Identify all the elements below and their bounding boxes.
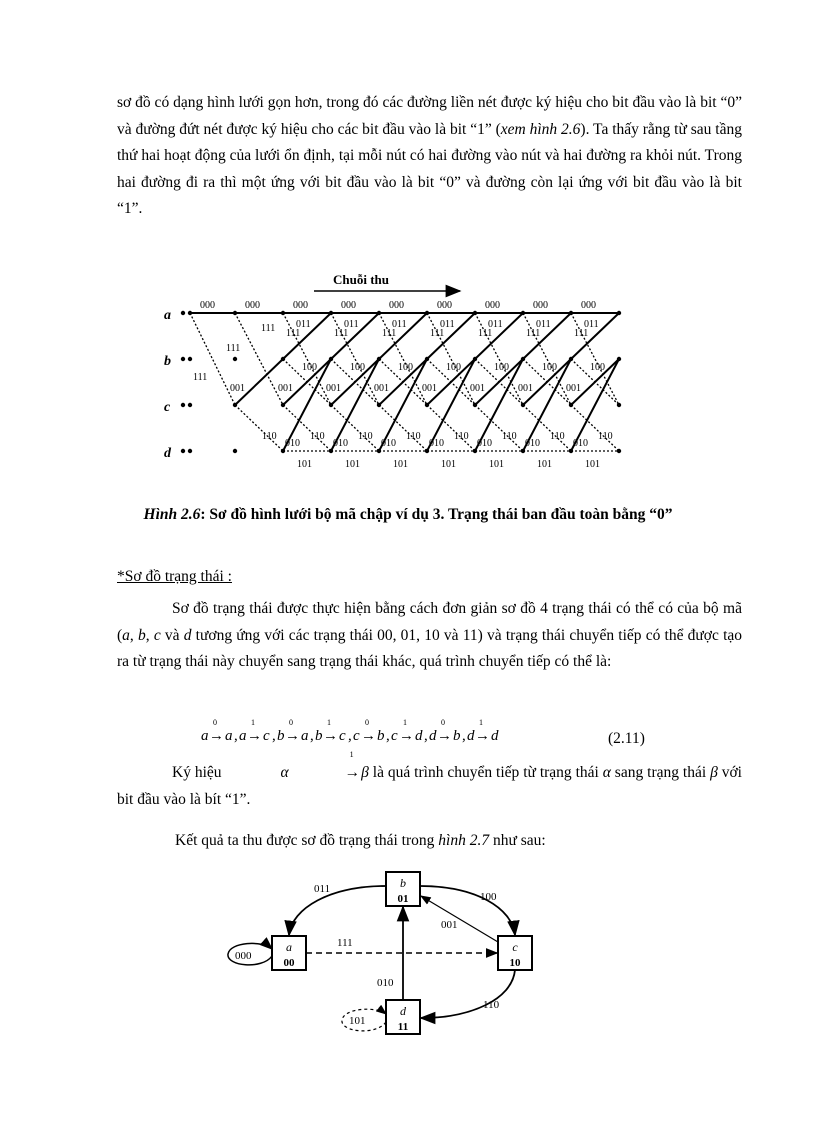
label-001: 001	[374, 383, 389, 394]
state-b-name: b	[400, 876, 406, 890]
trellis-node	[188, 449, 192, 453]
trellis-node	[329, 357, 333, 361]
label-011: 011	[392, 319, 407, 330]
trellis-node	[188, 357, 192, 361]
label-110: 110	[406, 431, 421, 442]
label-100: 100	[350, 362, 365, 373]
state-a-name: a	[286, 940, 292, 954]
trellis-diagram	[0, 260, 816, 480]
label-100: 100	[494, 362, 509, 373]
trellis-node	[425, 311, 429, 315]
text-run: sang trạng thái	[610, 764, 711, 781]
trellis-node	[425, 403, 429, 407]
trellis-node-initial	[181, 311, 185, 315]
eq-to-state: a	[225, 728, 233, 744]
trellis-edge-c-d	[235, 405, 283, 451]
eq-from-state: c	[391, 728, 398, 744]
trellis-node-initial	[181, 357, 185, 361]
trellis-node	[329, 403, 333, 407]
trellis-node	[569, 449, 573, 453]
trellis-node	[617, 311, 621, 315]
caption-label: Hình 2.6	[143, 506, 201, 523]
eq-arrow-icon: →	[475, 728, 490, 744]
label-110: 110	[262, 431, 277, 442]
label-010: 010	[333, 438, 348, 449]
trellis-title: Chuỗi thu	[333, 272, 389, 287]
paragraph-notation	[117, 750, 742, 813]
edge-b-to-a	[289, 886, 386, 935]
paragraph-result	[175, 828, 755, 855]
text-run: là quá trình chuyển tiếp từ trạng thái	[368, 764, 603, 781]
state-a-code: 00	[283, 957, 295, 969]
eq-from-state: c	[353, 728, 360, 744]
label-000: 000	[293, 300, 308, 311]
eq-to-state: c	[263, 728, 270, 744]
equation-number: (2.11)	[608, 730, 645, 747]
trellis-node	[281, 449, 285, 453]
trellis-node	[617, 357, 621, 361]
label-101: 101	[537, 459, 552, 470]
label-010: 010	[525, 438, 540, 449]
equation-transitions	[195, 714, 575, 748]
eq-from-state: a	[201, 728, 209, 744]
arrow-with-bit	[289, 750, 362, 787]
section-heading: *Sơ đồ trạng thái :	[117, 568, 232, 585]
eq-arrow-icon: →	[361, 728, 376, 744]
label-011: 011	[440, 319, 455, 330]
state-d-code: 11	[397, 1021, 409, 1033]
edge-label-db: 010	[377, 977, 394, 989]
trellis-node	[377, 403, 381, 407]
trellis-node	[233, 357, 237, 361]
label-100: 100	[302, 362, 317, 373]
trellis-node-initial	[181, 403, 185, 407]
trellis-node-initial	[181, 449, 185, 453]
label-101: 101	[489, 459, 504, 470]
eq-to-state: b	[377, 728, 385, 744]
eq-comma: ,	[234, 728, 238, 744]
label-010: 010	[573, 438, 588, 449]
trellis-node	[569, 403, 573, 407]
eq-comma: ,	[424, 728, 428, 744]
trellis-node	[473, 449, 477, 453]
eq-input-bit: 1	[403, 718, 407, 727]
beta-symbol: β	[710, 764, 718, 781]
label-111: 111	[334, 328, 349, 339]
label-111: 111	[193, 372, 208, 383]
eq-from-state: a	[239, 728, 247, 744]
label-110: 110	[454, 431, 469, 442]
trellis-node	[425, 449, 429, 453]
paragraph-state-diagram	[117, 596, 742, 676]
label-101: 101	[585, 459, 600, 470]
label-110: 110	[550, 431, 565, 442]
eq-comma: ,	[462, 728, 466, 744]
label-111: 111	[574, 328, 589, 339]
label-000: 000	[341, 300, 356, 311]
label-000: 000	[200, 300, 215, 311]
eq-from-state: d	[429, 728, 437, 744]
label-111: 111	[430, 328, 445, 339]
label-111: 111	[286, 328, 301, 339]
trellis-node	[188, 403, 192, 407]
label-110: 110	[502, 431, 517, 442]
label-010: 010	[477, 438, 492, 449]
trellis-node	[473, 311, 477, 315]
eq-from-state: d	[467, 728, 475, 744]
label-101: 101	[345, 459, 360, 470]
text-run: và	[160, 626, 184, 644]
label-101: 101	[393, 459, 408, 470]
trellis-node	[521, 311, 525, 315]
state-diagram	[0, 860, 816, 1050]
paragraph-trellis-intro	[117, 90, 742, 223]
trellis-node	[473, 403, 477, 407]
label-011: 011	[344, 319, 359, 330]
text-run: Ký hiệu	[172, 764, 226, 781]
text-run: như sau:	[489, 832, 546, 849]
eq-arrow-icon: →	[399, 728, 414, 744]
trellis-edge-c-b	[235, 359, 283, 405]
eq-input-bit: 1	[251, 718, 255, 727]
figure-caption	[0, 506, 816, 524]
eq-arrow-icon: →	[323, 728, 338, 744]
eq-from-state: b	[277, 728, 285, 744]
label-110: 110	[310, 431, 325, 442]
trellis-node	[281, 311, 285, 315]
state-d-ref: d	[183, 626, 192, 644]
edge-c-to-d	[421, 970, 515, 1018]
eq-comma: ,	[310, 728, 314, 744]
label-001: 001	[566, 383, 581, 394]
state-label-b: b	[164, 354, 171, 369]
trellis-node	[569, 311, 573, 315]
state-c-name: c	[512, 940, 518, 954]
trellis-node	[233, 403, 237, 407]
eq-arrow-icon: →	[285, 728, 300, 744]
eq-comma: ,	[348, 728, 352, 744]
edge-label-bc: 100	[480, 891, 497, 903]
label-010: 010	[285, 438, 300, 449]
edge-b-to-c	[420, 886, 515, 935]
trellis-node	[617, 403, 621, 407]
label-001: 001	[326, 383, 341, 394]
beta-symbol: β	[361, 764, 369, 781]
label-001: 001	[518, 383, 533, 394]
label-111: 111	[478, 328, 493, 339]
label-111: 111	[382, 328, 397, 339]
label-100: 100	[590, 362, 605, 373]
eq-input-bit: 0	[365, 718, 369, 727]
label-100: 100	[542, 362, 557, 373]
text-run: Sơ đồ trạng thái được thực hiện bằng cách đơn giản sơ đồ 4 trạng thái có thể có của bộ mã (	[117, 600, 742, 644]
label-000: 000	[581, 300, 596, 311]
label-000: 000	[245, 300, 260, 311]
label-000: 000	[437, 300, 452, 311]
state-c-ref: c	[153, 626, 161, 644]
trellis-edge-a-c	[190, 313, 235, 405]
label-011: 011	[296, 319, 311, 330]
alpha-symbol: α	[280, 764, 289, 781]
label-011: 011	[584, 319, 599, 330]
trellis-node	[329, 311, 333, 315]
bit-label: 1	[349, 750, 354, 759]
text-run: với bit đầu vào là bít “1”.	[117, 764, 742, 808]
eq-comma: ,	[272, 728, 276, 744]
trellis-node	[281, 357, 285, 361]
eq-comma: ,	[386, 728, 390, 744]
figure-reference: hình 2.7	[438, 832, 490, 849]
edge-label-cb: 001	[441, 919, 458, 931]
eq-arrow-icon: →	[209, 728, 224, 744]
state-label-a: a	[164, 308, 171, 323]
label-100: 100	[446, 362, 461, 373]
text-run: ,	[145, 626, 154, 644]
edge-label-cd: 110	[483, 999, 500, 1011]
text-run: ,	[129, 626, 138, 644]
label-001: 001	[230, 383, 245, 394]
label-000: 000	[389, 300, 404, 311]
eq-to-state: d	[491, 728, 499, 744]
eq-input-bit: 1	[479, 718, 483, 727]
state-b-ref: b	[138, 626, 146, 644]
trellis-node	[281, 403, 285, 407]
text-run: ). Ta thấy rằng từ sau tầng thứ hai hoạt động của lưới ổn định, tại mỗi nút có hai đường vào nút và hai đường ra khỏi nút. Trong hai đường đi ra thì một ứng với bit đầu vào là bit “0” và đường còn lại ứng với bit đầu vào là bit “1”.	[117, 120, 742, 217]
trellis-node	[617, 449, 621, 453]
label-001: 001	[422, 383, 437, 394]
label-010: 010	[429, 438, 444, 449]
trellis-node	[377, 357, 381, 361]
label-001: 001	[470, 383, 485, 394]
edge-label-ac: 111	[337, 937, 353, 949]
state-a-ref: a	[122, 626, 130, 644]
label-111: 111	[226, 343, 241, 354]
label-101: 101	[441, 459, 456, 470]
label-111: 111	[261, 323, 276, 334]
state-b-code: 01	[397, 893, 409, 905]
label-000: 000	[485, 300, 500, 311]
eq-input-bit: 0	[441, 718, 445, 727]
state-d-name: d	[400, 1004, 406, 1018]
label-010: 010	[381, 438, 396, 449]
label-110: 110	[358, 431, 373, 442]
eq-to-state: d	[415, 728, 423, 744]
text-run: sơ đồ có dạng hình lưới gọn hơn, trong đó các đường liền nét được ký hiệu cho bit đầu vào là bit “0” và đường đứt nét được ký hiệu cho các bit đầu vào là bit “1” (	[117, 94, 742, 138]
eq-to-state: a	[301, 728, 309, 744]
eq-arrow-icon: →	[247, 728, 262, 744]
trellis-node	[521, 357, 525, 361]
eq-input-bit: 0	[289, 718, 293, 727]
trellis-node	[329, 449, 333, 453]
edge-label-aa: 000	[235, 950, 252, 962]
eq-to-state: c	[339, 728, 346, 744]
label-101: 101	[297, 459, 312, 470]
trellis-node	[377, 311, 381, 315]
eq-to-state: b	[453, 728, 461, 744]
text-run: tương ứng với các trạng thái 00, 01, 10 và 11) và trạng thái chuyển tiếp có thể được tạo ra từ trạng thái này chuyển sang trạng thái khác, quá trình chuyển tiếp có thể là:	[117, 626, 743, 670]
trellis-node	[569, 357, 573, 361]
trellis-node	[521, 403, 525, 407]
right-arrow-icon: →	[344, 764, 361, 781]
trellis-node	[233, 449, 237, 453]
edge-label-dd: 101	[349, 1015, 366, 1027]
state-label-d: d	[164, 446, 171, 461]
label-011: 011	[488, 319, 503, 330]
eq-arrow-icon: →	[437, 728, 452, 744]
trellis-node	[425, 357, 429, 361]
edge-label-ba: 011	[314, 883, 331, 895]
eq-input-bit: 0	[213, 718, 217, 727]
trellis-node	[188, 311, 192, 315]
figure-reference: xem hình 2.6	[500, 120, 581, 138]
trellis-node	[233, 311, 237, 315]
label-100: 100	[398, 362, 413, 373]
label-000: 000	[533, 300, 548, 311]
caption-text: : Sơ đồ hình lưới bộ mã chập ví dụ 3. Trạng thái ban đầu toàn bằng “0”	[200, 506, 673, 523]
label-110: 110	[598, 431, 613, 442]
label-111: 111	[526, 328, 541, 339]
alpha-symbol: α	[602, 764, 611, 781]
eq-from-state: b	[315, 728, 323, 744]
text-run: Kết quả ta thu được sơ đồ trạng thái trong	[175, 832, 439, 849]
notation-symbol	[225, 750, 369, 787]
eq-input-bit: 1	[327, 718, 331, 727]
label-001: 001	[278, 383, 293, 394]
state-label-c: c	[164, 400, 171, 415]
label-011: 011	[536, 319, 551, 330]
trellis-node	[377, 449, 381, 453]
state-c-code: 10	[509, 957, 521, 969]
trellis-node	[521, 449, 525, 453]
trellis-node	[473, 357, 477, 361]
